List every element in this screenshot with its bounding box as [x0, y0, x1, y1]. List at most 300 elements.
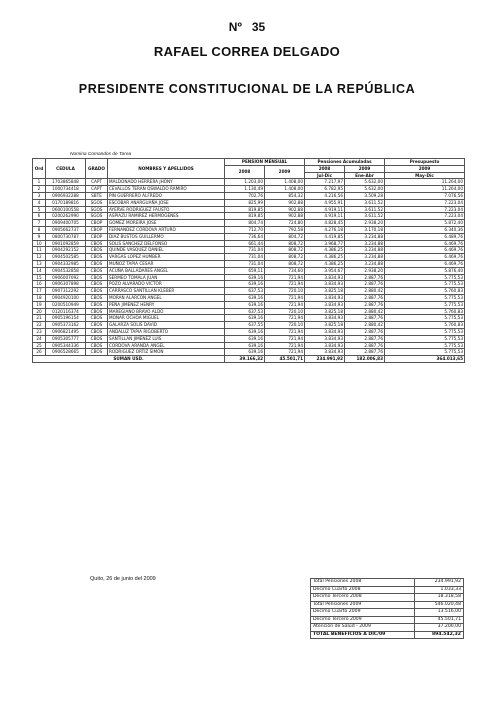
cell-nombre: GOMEZ MOREIRA JOSE — [108, 220, 225, 227]
cell-acum-2008: 6.782,95 — [305, 186, 345, 193]
cell-grado: CBOS — [86, 335, 108, 342]
cell-cedula: 0909400705 — [46, 220, 86, 227]
cell-presupuesto: 5.760,83 — [385, 288, 465, 295]
cell-acum-2009: 3.611,52 — [345, 199, 385, 206]
cell-ord: 6 — [33, 213, 46, 220]
summary-label: Decimo Cuarto 2008 — [311, 586, 415, 594]
cell-cedula: 0170189816 — [46, 199, 86, 206]
col-presupuesto: Presupuesto — [385, 159, 465, 166]
cell-cedula: 0905662737 — [46, 226, 86, 233]
cell-ord: 25 — [33, 342, 46, 349]
col-ord: Ord — [33, 159, 46, 179]
cell-presupuesto: 5.775,53 — [385, 281, 465, 288]
cell-nombre: PIN GUERRERO ALFREDO — [108, 192, 225, 199]
summary-value: 894.542,32 — [415, 631, 464, 639]
cell-grado: CBOS — [86, 301, 108, 308]
cell-pension-2008: 639,16 — [225, 335, 265, 342]
cell-acum-2008: 3.834,93 — [305, 301, 345, 308]
cell-acum-2008: 3.834,93 — [305, 281, 345, 288]
cell-acum-2009: 2.887,76 — [345, 274, 385, 281]
table-body — [33, 179, 465, 356]
cell-pension-2008: 639,16 — [225, 342, 265, 349]
table-row — [33, 192, 465, 199]
cell-cedula: 0905373162 — [46, 322, 86, 329]
cell-nombre: POZO ALVARADO VICTOR — [108, 281, 225, 288]
cell-pension-2008: 639,16 — [225, 349, 265, 356]
cell-pension-2008: 637,53 — [225, 308, 265, 315]
cell-presupuesto: 6.469,76 — [385, 254, 465, 261]
cell-acum-2008: 4.386,25 — [305, 254, 345, 261]
cell-presupuesto: 5.760,83 — [385, 308, 465, 315]
pension-table — [32, 158, 465, 363]
cell-cedula: 0200510949 — [46, 301, 86, 308]
cell-pension-2008: 639,16 — [225, 281, 265, 288]
cell-pension-2009: 721,94 — [265, 315, 305, 322]
cell-pension-2009: 721,94 — [265, 274, 305, 281]
cell-presupuesto: 5.775,53 — [385, 342, 465, 349]
cell-presupuesto: 7.076,56 — [385, 192, 465, 199]
cell-pension-2008: 639,16 — [225, 328, 265, 335]
summary-value: 45.501,71 — [415, 616, 464, 624]
cell-ord: 13 — [33, 260, 46, 267]
cell-grado: CAPT — [86, 179, 108, 186]
col-cedula: CEDULA — [46, 159, 86, 179]
cell-grado: CBOS — [86, 322, 108, 329]
pension-table-wrapper — [32, 158, 464, 363]
cell-presupuesto: 5.760,83 — [385, 322, 465, 329]
summary-row — [311, 601, 464, 609]
col-pension: PENSION MENSUAL — [225, 159, 305, 166]
cell-pension-2008: 639,16 — [225, 301, 265, 308]
cell-acum-2008: 4.386,25 — [305, 260, 345, 267]
cell-nombre: ACUÑA BALLADARES ANGEL — [108, 267, 225, 274]
number-value: 35 — [251, 20, 266, 34]
cell-cedula: 1703865848 — [46, 179, 86, 186]
cell-nombre: SANTILLAN JIMENEZ LUIS — [108, 335, 225, 342]
cell-grado: CBOS — [86, 247, 108, 254]
col-acumuladas: Pensiones Acumuladas — [305, 159, 385, 166]
cell-pension-2008: 731,04 — [225, 254, 265, 261]
summary-value: 234.991,92 — [415, 579, 464, 587]
cell-pension-2008: 731,04 — [225, 247, 265, 254]
cell-pension-2008: 819,85 — [225, 206, 265, 213]
cell-presupuesto: 5.775,53 — [385, 294, 465, 301]
cell-pension-2009: 721,94 — [265, 349, 305, 356]
table-row — [33, 213, 465, 220]
cell-grado: CBOP — [86, 226, 108, 233]
cell-pension-2008: 659,11 — [225, 267, 265, 274]
cell-acum-2008: 3.834,93 — [305, 328, 345, 335]
cell-cedula: 0904292152 — [46, 247, 86, 254]
cell-presupuesto: 6.489,76 — [385, 233, 465, 240]
cell-acum-2008: 4.276,18 — [305, 226, 345, 233]
table-row — [33, 226, 465, 233]
cell-nombre: CORDOVA ARANDA ANGEL — [108, 342, 225, 349]
cell-ord: 2 — [33, 186, 46, 193]
cell-acum-2009: 2.887,76 — [345, 335, 385, 342]
signatory-name: RAFAEL CORREA DELGADO — [153, 44, 341, 59]
cell-pension-2008: 1.203,00 — [225, 179, 265, 186]
cell-nombre: PEÑA JIMENEZ HENRY — [108, 301, 225, 308]
document-number — [0, 20, 494, 34]
cell-acum-2009: 2.887,76 — [345, 342, 385, 349]
cell-cedula: 0800730787 — [46, 233, 86, 240]
summary-row — [311, 616, 464, 624]
cell-cedula: 0904532858 — [46, 267, 86, 274]
cell-nombre: AYERVE RODRIGUEZ FAUSTO — [108, 206, 225, 213]
cell-ord: 11 — [33, 247, 46, 254]
cell-presupuesto: 6.340,36 — [385, 226, 465, 233]
cell-acum-2009: 2.887,76 — [345, 281, 385, 288]
cell-nombre: ANDALUZ TAPIA RIGOBERTO — [108, 328, 225, 335]
cell-acum-2009: 2.887,76 — [345, 315, 385, 322]
cell-nombre: SERMEO TOMALA JUAN — [108, 274, 225, 281]
col-acum-2008: 2008 — [305, 165, 345, 172]
cell-pension-2008: 731,04 — [225, 260, 265, 267]
cell-cedula: 0120116374 — [46, 308, 86, 315]
cell-pension-2008: 1.130,49 — [225, 186, 265, 193]
cell-pension-2009: 854,32 — [265, 192, 305, 199]
cell-ord: 9 — [33, 233, 46, 240]
cell-presupuesto: 6.469,76 — [385, 260, 465, 267]
header-row-1 — [33, 159, 465, 166]
cell-pension-2009: 808,72 — [265, 240, 305, 247]
cell-pension-2009: 721,94 — [265, 301, 305, 308]
summary-value: 546.020,48 — [415, 601, 464, 609]
cell-cedula: 0600100558 — [46, 206, 86, 213]
cell-acum-2008: 3.825,18 — [305, 288, 345, 295]
summary-label: Decimo Cuarto 2009 — [311, 609, 415, 617]
cell-acum-2009: 2.880,42 — [345, 322, 385, 329]
cell-acum-2008: 7.217,97 — [305, 179, 345, 186]
cell-ord: 20 — [33, 308, 46, 315]
cell-pension-2008: 637,55 — [225, 322, 265, 329]
summary-label: Decimo Tercero 2009 — [311, 616, 415, 624]
cell-pension-2009: 720,10 — [265, 322, 305, 329]
cell-ord: 15 — [33, 274, 46, 281]
cell-acum-2009: 2.887,76 — [345, 301, 385, 308]
cell-acum-2009: 3.234,88 — [345, 233, 385, 240]
cell-grado: CBOS — [86, 254, 108, 261]
cell-cedula: 0906307898 — [46, 281, 86, 288]
cell-grado: CBOS — [86, 315, 108, 322]
cell-nombre: CEVALLOS TERAN OSWALDO RAMIRO — [108, 186, 225, 193]
cell-acum-2008: 4.419,85 — [305, 233, 345, 240]
cell-grado: CBOS — [86, 260, 108, 267]
cell-pension-2009: 721,94 — [265, 342, 305, 349]
total-label: SUMAN USD. — [33, 356, 225, 363]
cell-ord: 24 — [33, 335, 46, 342]
cell-ord: 23 — [33, 328, 46, 335]
cell-grado: CAPT — [86, 186, 108, 193]
cell-pension-2008: 661,44 — [225, 240, 265, 247]
cell-acum-2009: 2.880,42 — [345, 308, 385, 315]
summary-row — [311, 579, 464, 587]
cell-cedula: 0901092859 — [46, 240, 86, 247]
cell-pension-2009: 1.408,00 — [265, 186, 305, 193]
cell-cedula: 0907312292 — [46, 288, 86, 295]
cell-presupuesto: 5.775,53 — [385, 301, 465, 308]
cell-acum-2008: 4.919,11 — [305, 213, 345, 220]
cell-grado: SGOS — [86, 213, 108, 220]
cell-nombre: DIAZ BUSTOS GUILLERMO — [108, 233, 225, 240]
table-row — [33, 342, 465, 349]
total-row — [33, 356, 465, 363]
cell-pension-2008: 639,16 — [225, 294, 265, 301]
total-presupuesto: 364.013,65 — [385, 356, 465, 363]
cell-acum-2008: 3.968,77 — [305, 240, 345, 247]
summary-label: Decimo Tercero 2008 — [311, 594, 415, 602]
cell-ord: 1 — [33, 179, 46, 186]
cell-pension-2009: 720,10 — [265, 308, 305, 315]
cell-grado: CBOS — [86, 281, 108, 288]
table-row — [33, 294, 465, 301]
col-pension-2009: 2009 — [265, 165, 305, 179]
cell-pension-2009: 721,94 — [265, 335, 305, 342]
cell-nombre: ESCOBAR ANARGUAÑA JOSE — [108, 199, 225, 206]
summary-row — [311, 631, 464, 639]
place-date: Quito, 26 de junio del 2009 — [90, 576, 156, 582]
cell-acum-2008: 3.825,18 — [305, 308, 345, 315]
table-row — [33, 315, 465, 322]
cell-nombre: SOLIS SANCHEZ DELFONSO — [108, 240, 225, 247]
col-grado: GRADO — [86, 159, 108, 179]
cell-cedula: 0904920100 — [46, 294, 86, 301]
cell-acum-2008: 3.834,93 — [305, 274, 345, 281]
cell-presupuesto: 5.876,40 — [385, 267, 465, 274]
col-acum-2009: 2009 — [345, 165, 385, 172]
cell-ord: 5 — [33, 206, 46, 213]
cell-presupuesto: 11.264,00 — [385, 186, 465, 193]
total-pension-2008: 39.166,32 — [225, 356, 265, 363]
summary-label: Total Pensiones 2008 — [311, 579, 415, 587]
cell-acum-2009: 3.234,88 — [345, 247, 385, 254]
cell-ord: 16 — [33, 281, 46, 288]
cell-acum-2009: 2.938,20 — [345, 267, 385, 274]
summary-table — [310, 578, 464, 639]
cell-pension-2009: 808,72 — [265, 254, 305, 261]
cell-acum-2009: 3.509,28 — [345, 192, 385, 199]
table-row — [33, 308, 465, 315]
cell-cedula: 0905196154 — [46, 315, 86, 322]
summary-row — [311, 624, 464, 632]
cell-grado: SGOS — [86, 206, 108, 213]
cell-acum-2008: 3.834,93 — [305, 335, 345, 342]
summary-label: Total Pensiones 2009 — [311, 601, 415, 609]
cell-pension-2008: 736,64 — [225, 233, 265, 240]
cell-acum-2008: 3.834,93 — [305, 315, 345, 322]
cell-presupuesto: 7.223,04 — [385, 213, 465, 220]
total-acum-2009: 182.006,83 — [345, 356, 385, 363]
cell-nombre: MAREGIANO BRAVO ALDO — [108, 308, 225, 315]
total-pension-2009: 45.501,71 — [265, 356, 305, 363]
cell-acum-2008: 4.386,25 — [305, 247, 345, 254]
cell-cedula: 0905344336 — [46, 342, 86, 349]
cell-grado: CBOP — [86, 233, 108, 240]
summary-row — [311, 609, 464, 617]
cell-cedula: 0905305777 — [46, 335, 86, 342]
cell-nombre: FERNANDEZ CORDOVA ARTURO — [108, 226, 225, 233]
cell-presupuesto: 5.872,40 — [385, 220, 465, 227]
table-row — [33, 247, 465, 254]
table-row — [33, 206, 465, 213]
cell-ord: 10 — [33, 240, 46, 247]
cell-nombre: QUINDE VASQUEZ DANIEL — [108, 247, 225, 254]
cell-cedula: 1000734418 — [46, 186, 86, 193]
col-may-dic: May-Dic — [385, 172, 465, 179]
cell-pension-2008: 639,16 — [225, 315, 265, 322]
cell-nombre: MALDONADO HERRERA JHONY — [108, 179, 225, 186]
cell-acum-2009: 5.632,00 — [345, 179, 385, 186]
col-jul-dic: Jul-Dic — [305, 172, 345, 179]
cell-nombre: RODRIGUEZ ORTIZ SIMON — [108, 349, 225, 356]
cell-acum-2009: 3.170,18 — [345, 226, 385, 233]
cell-pension-2008: 639,16 — [225, 274, 265, 281]
cell-ord: 7 — [33, 220, 46, 227]
cell-pension-2009: 902,88 — [265, 206, 305, 213]
cell-acum-2009: 3.234,88 — [345, 240, 385, 247]
cell-grado: CBOP — [86, 220, 108, 227]
cell-pension-2009: 721,94 — [265, 328, 305, 335]
cell-acum-2009: 3.234,88 — [345, 260, 385, 267]
summary-value: 1.033,33 — [415, 586, 464, 594]
cell-presupuesto: 5.775,53 — [385, 349, 465, 356]
cell-grado: CBOS — [86, 274, 108, 281]
cell-pension-2009: 720,10 — [265, 288, 305, 295]
cell-acum-2009: 5.632,00 — [345, 186, 385, 193]
cell-nombre: MORAN ALARCON ANGEL — [108, 294, 225, 301]
cell-cedula: 0906528665 — [46, 349, 86, 356]
table-row — [33, 288, 465, 295]
table-row — [33, 179, 465, 186]
cell-grado: CBOS — [86, 349, 108, 356]
summary-row — [311, 586, 464, 594]
number-symbol: Nº — [228, 20, 242, 34]
cell-ord: 22 — [33, 322, 46, 329]
cell-cedula: 0906932288 — [46, 192, 86, 199]
table-row — [33, 335, 465, 342]
signatory-role: PRESIDENTE CONSTITUCIONAL DE LA REPÚBLICA — [78, 82, 416, 96]
cell-acum-2009: 2.880,42 — [345, 288, 385, 295]
cell-pension-2009: 808,72 — [265, 260, 305, 267]
cell-ord: 19 — [33, 301, 46, 308]
cell-acum-2009: 3.611,52 — [345, 213, 385, 220]
table-row — [33, 281, 465, 288]
table-row — [33, 254, 465, 261]
cell-nombre: ASPIAZU RAMIREZ HERMOGENES — [108, 213, 225, 220]
cell-grado: CBOS — [86, 294, 108, 301]
table-row — [33, 301, 465, 308]
cell-cedula: 0906007092 — [46, 274, 86, 281]
cell-acum-2008: 3.825,18 — [305, 322, 345, 329]
cell-pension-2009: 1.408,00 — [265, 179, 305, 186]
cell-pension-2009: 792,58 — [265, 226, 305, 233]
cell-nombre: CARRASCO SANTILLAN KLEBER — [108, 288, 225, 295]
table-row — [33, 186, 465, 193]
cell-presupuesto: 6.469,76 — [385, 247, 465, 254]
total-acum-2008: 234.991,92 — [305, 356, 345, 363]
cell-grado: SBTE — [86, 192, 108, 199]
summary-value: 18.318,58 — [415, 594, 464, 602]
table-row — [33, 322, 465, 329]
cell-cedula: 0904332985 — [46, 260, 86, 267]
cell-grado: CBOS — [86, 342, 108, 349]
cell-pension-2008: 804,74 — [225, 220, 265, 227]
cell-acum-2008: 4.955,91 — [305, 199, 345, 206]
cell-presupuesto: 6.469,76 — [385, 240, 465, 247]
cell-grado: SGOS — [86, 199, 108, 206]
cell-grado: CBOS — [86, 240, 108, 247]
summary-value: 37.200,00 — [415, 624, 464, 632]
cell-pension-2009: 734,60 — [265, 267, 305, 274]
cell-cedula: 0200262990 — [46, 213, 86, 220]
table-row — [33, 260, 465, 267]
cell-acum-2008: 3.954,67 — [305, 267, 345, 274]
table-row — [33, 220, 465, 227]
cell-nombre: GALARZA SOLIS DAVID — [108, 322, 225, 329]
cell-acum-2009: 2.887,76 — [345, 294, 385, 301]
cell-nombre: MONAR OCHOA MIGUEL — [108, 315, 225, 322]
cell-presupuesto: 5.775,53 — [385, 328, 465, 335]
cell-ord: 8 — [33, 226, 46, 233]
cell-grado: CBOS — [86, 288, 108, 295]
cell-cedula: 0904502585 — [46, 254, 86, 261]
cell-ord: 17 — [33, 288, 46, 295]
summary-label: TOTAL BENEFICIOS A DIC/09 — [311, 631, 415, 639]
cell-pension-2009: 721,94 — [265, 281, 305, 288]
col-nombres: NOMBRES Y APELLIDOS — [108, 159, 225, 179]
cell-acum-2008: 4.216,56 — [305, 192, 345, 199]
cell-ord: 3 — [33, 192, 46, 199]
cell-nombre: MUÑOZ TAPIA CESAR — [108, 260, 225, 267]
cell-presupuesto: 7.223,04 — [385, 206, 465, 213]
summary-label: Atención de Salud - 2009 — [311, 624, 415, 632]
table-caption: Nomina Comandos de Tarea — [70, 152, 132, 157]
cell-presupuesto: 11.264,00 — [385, 179, 465, 186]
cell-pension-2009: 902,88 — [265, 199, 305, 206]
cell-presupuesto: 5.775,53 — [385, 335, 465, 342]
cell-acum-2008: 3.834,93 — [305, 294, 345, 301]
table-row — [33, 233, 465, 240]
table-row — [33, 274, 465, 281]
table-row — [33, 349, 465, 356]
table-row — [33, 328, 465, 335]
cell-pension-2009: 724,80 — [265, 220, 305, 227]
cell-acum-2008: 4.919,11 — [305, 206, 345, 213]
col-pension-2008: 2008 — [225, 165, 265, 179]
cell-ord: 18 — [33, 294, 46, 301]
cell-grado: CBOS — [86, 328, 108, 335]
cell-acum-2008: 3.834,93 — [305, 349, 345, 356]
cell-presupuesto: 5.775,53 — [385, 315, 465, 322]
cell-grado: CBOS — [86, 267, 108, 274]
cell-nombre: VARGAS LOPEZ HUMBER — [108, 254, 225, 261]
cell-pension-2009: 808,72 — [265, 247, 305, 254]
cell-pension-2008: 712,70 — [225, 226, 265, 233]
cell-pension-2009: 804,72 — [265, 233, 305, 240]
cell-pension-2008: 825,99 — [225, 199, 265, 206]
cell-acum-2009: 3.234,88 — [345, 254, 385, 261]
cell-acum-2009: 2.887,76 — [345, 328, 385, 335]
cell-presupuesto: 7.223,04 — [385, 199, 465, 206]
table-row — [33, 240, 465, 247]
summary-value: 13.516,00 — [415, 609, 464, 617]
cell-ord: 4 — [33, 199, 46, 206]
table-row — [33, 267, 465, 274]
cell-acum-2008: 4.828,45 — [305, 220, 345, 227]
cell-ord: 14 — [33, 267, 46, 274]
cell-pension-2008: 702,76 — [225, 192, 265, 199]
